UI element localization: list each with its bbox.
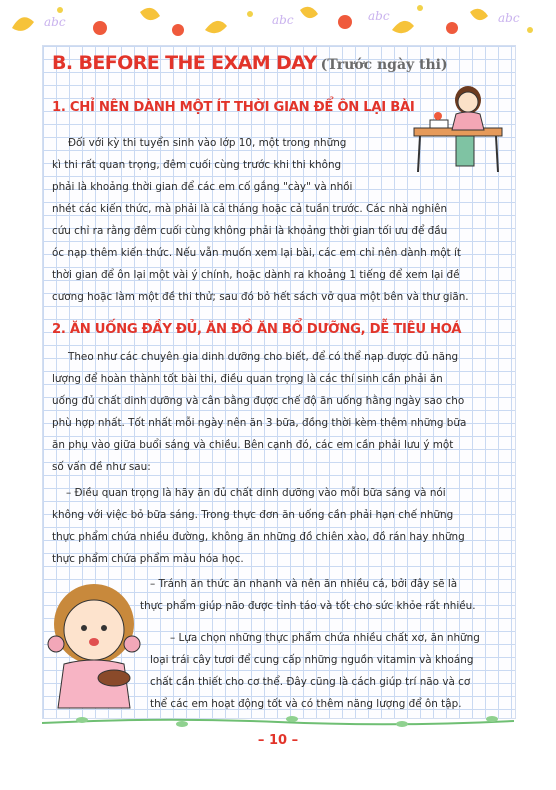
section-2-paragraph-2 [52, 482, 502, 570]
text-line: chất cần thiết cho cơ thể. Đây cũng là cách giúp trí não và cơ [150, 676, 471, 688]
text-line: lượng để hoàn thành tốt bài thi, điều quan trọng là các thí sinh cần phải ăn [52, 373, 443, 385]
text-line: cương hoặc làm một đề thi thử; sau đó bỏ hết sách vở qua một bên và thư giãn. [52, 291, 469, 303]
text-line: phù hợp nhất. Tốt nhất mỗi ngày nên ăn 3 bữa, đồng thời kèm thêm những bữa [52, 417, 467, 429]
section-2-heading: 2. ĂN UỐNG ĐẦY ĐỦ, ĂN ĐỒ ĂN BỔ DƯỠNG, DỄ TIÊU HOÁ [52, 322, 462, 337]
page-number: – 10 – [257, 733, 299, 748]
text-line: – Lựa chọn những thực phẩm chứa nhiều chất xơ, ăn những [170, 632, 480, 644]
decor-text: abc [498, 11, 520, 25]
text-line: cứu chỉ ra rằng đêm cuối cùng không phải là khoảng thời gian tối ưu để đầu [52, 225, 448, 237]
text-line: kì thi rất quan trọng, đêm cuối cùng trước khi thi không [52, 159, 342, 171]
girl-eating-illustration [44, 580, 148, 710]
text-line: Theo như các chuyên gia dinh dưỡng cho biết, để có thể nạp được đủ năng [68, 351, 459, 363]
section-2-paragraph-3 [140, 573, 502, 617]
section-2-paragraph-4 [150, 627, 502, 715]
decorative-top-border [0, 0, 556, 48]
decorative-vine [42, 715, 514, 729]
text-line: uống đủ chất dinh dưỡng và cân bằng được chế độ ăn uống hằng ngày sao cho [52, 395, 465, 407]
title-sub: (Trước ngày thi) [320, 57, 448, 73]
text-line: – Tránh ăn thức ăn nhanh và nên ăn nhiều cá, bởi đây sẽ là [150, 578, 458, 590]
text-line: thể các em hoạt động tốt và có thêm năng lượng để ôn tập. [150, 698, 462, 710]
text-line: nhét các kiến thức, mà phải là cả tháng hoặc cả tuần trước. Các nhà nghiên [52, 203, 448, 215]
text-line: óc nạp thêm kiến thức. Nếu vẫn muốn xem lại bài, các em chỉ nên dành một ít [52, 247, 461, 259]
title-main: B. BEFORE THE EXAM DAY [52, 52, 317, 74]
text-line: thời gian để ôn lại một vài ý chính, hoặc dành ra khoảng 1 tiếng để xem lại đề [52, 269, 460, 281]
section-1-paragraph [52, 132, 502, 308]
text-line: phải là khoảng thời gian để các em cố gắng "cày" và nhồi [52, 181, 353, 193]
text-line: loại trái cây tươi để cung cấp những nguồn vitamin và khoáng [150, 654, 474, 666]
text-line: Đối với kỳ thi tuyển sinh vào lớp 10, một trong những [68, 137, 347, 149]
text-line: thực phẩm chứa phẩm màu hóa học. [52, 553, 244, 565]
text-line: – Điều quan trọng là hãy ăn đủ chất dinh dưỡng vào mỗi bữa sáng và nói [66, 487, 446, 499]
decor-text: abc [368, 9, 390, 23]
text-line: thực phẩm chứa nhiều đường, không ăn những đồ chiên xào, đồ rán hay những [52, 531, 465, 543]
text-line: thực phẩm giúp não được tỉnh táo và tốt cho sức khỏe rất nhiều. [140, 600, 476, 612]
star-icon [57, 5, 533, 33]
leaf-icon [12, 7, 488, 33]
decor-text: abc [44, 15, 66, 29]
page-title [52, 52, 448, 74]
text-line: ăn phụ vào giữa buổi sáng và chiều. Bên cạnh đó, các em cần phải lưu ý một [52, 439, 454, 451]
section-2-paragraph-1 [52, 346, 502, 478]
section-1-heading: 1. CHỈ NÊN DÀNH MỘT ÍT THỜI GIAN ĐỂ ÔN LẠI BÀI [52, 100, 415, 115]
text-line: không với việc bỏ bữa sáng. Trong thực đơn ăn uống cần phải hạn chế những [52, 509, 454, 521]
text-line: số vấn đề như sau: [52, 461, 151, 473]
decor-text: abc [272, 13, 294, 27]
